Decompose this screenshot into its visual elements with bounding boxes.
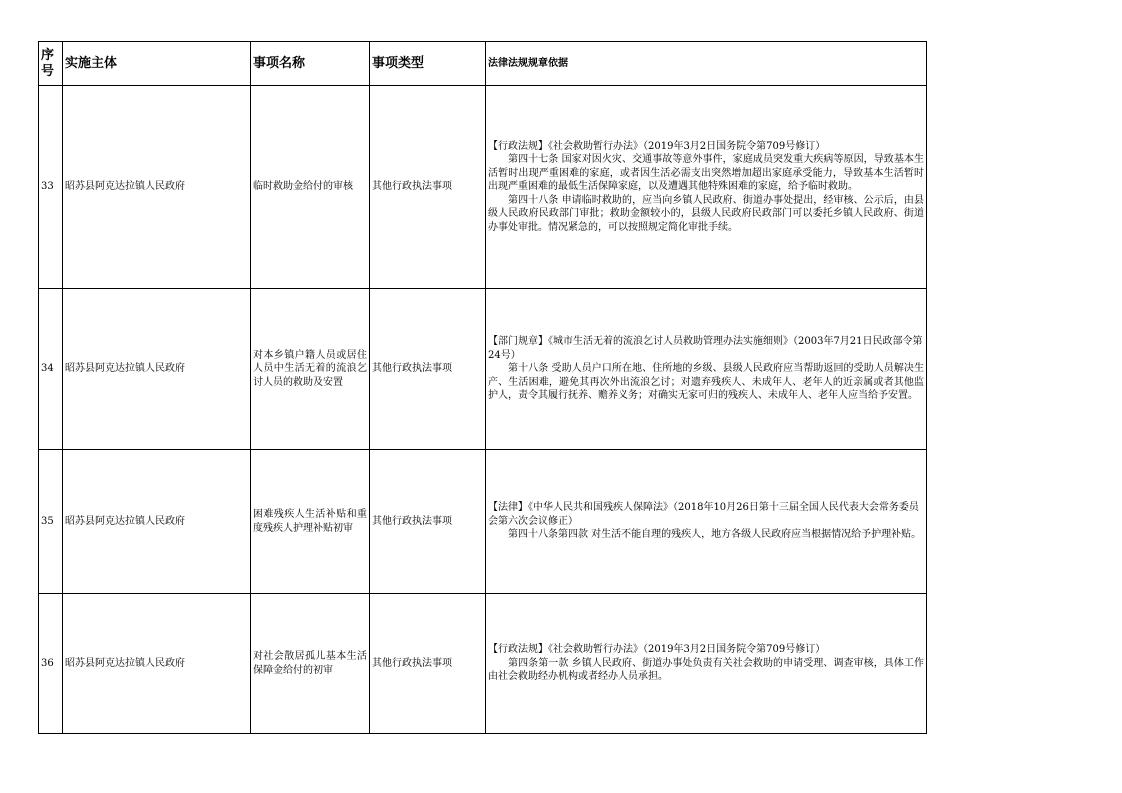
basis-source: 【行政法规】《社会救助暂行办法》（2019年3月2日国务院令第709号修订）: [488, 644, 826, 656]
table-row: [39, 86, 927, 289]
cell-item-type: 其他行政执法事项: [370, 86, 486, 289]
cell-legal-basis: [486, 86, 927, 289]
table-row: [39, 450, 927, 594]
table-row: [39, 594, 927, 734]
basis-article: 第四条第一款 乡镇人民政府、街道办事处负责有关社会救助的申请受理、调查审核，具体工作由社会救助经办机构或者经办人员承担。: [488, 657, 924, 683]
basis-source: 【部门规章】《城市生活无着的流浪乞讨人员救助管理办法实施细则》（2003年7月21日民政部令第24号）: [488, 336, 923, 361]
cell-subject: 昭苏县阿克达拉镇人民政府: [63, 450, 251, 594]
cell-subject: 昭苏县阿克达拉镇人民政府: [63, 86, 251, 289]
cell-item-type: 其他行政执法事项: [370, 450, 486, 594]
header-seq: 序号: [39, 42, 63, 86]
cell-seq: 35: [39, 450, 63, 594]
basis-source: 【法律】《中华人民共和国残疾人保障法》（2018年10月26日第十三届全国人民代表大会常务委员会第六次会议修正）: [488, 502, 919, 527]
cell-legal-basis: [486, 450, 927, 594]
cell-subject: 昭苏县阿克达拉镇人民政府: [63, 289, 251, 450]
basis-article: 第四十七条 国家对因火灾、交通事故等意外事件，家庭成员突发重大疾病等原因，导致基本生活暂时出现严重困难的家庭，或者因生活必需支出突然增加超出家庭承受能力，导致基本生活暂时出现严重困难的最低生活保障家庭，以及遭遇其他特殊困难的家庭，给予临时救助。: [488, 154, 924, 193]
header-legal-basis: 法律法规规章依据: [486, 42, 927, 86]
cell-seq: 36: [39, 594, 63, 734]
cell-seq: 34: [39, 289, 63, 450]
cell-seq: 33: [39, 86, 63, 289]
basis-article: 第四十八条 申请临时救助的，应当向乡镇人民政府、街道办事处提出，经审核、公示后，由县级人民政府民政部门审批；救助金额较小的，县级人民政府民政部门可以委托乡镇人民政府、街道办事处审批。情况紧急的，可以按照规定简化审批手续。: [488, 194, 924, 233]
cell-item-name: 对社会散居孤儿基本生活保障金给付的初审: [251, 594, 370, 734]
header-item-name: 事项名称: [251, 42, 370, 86]
cell-legal-basis: [486, 289, 927, 450]
cell-item-name: 临时救助金给付的审核: [251, 86, 370, 289]
header-item-type: 事项类型: [370, 42, 486, 86]
enforcement-items-table: [38, 41, 927, 734]
table-row: [39, 289, 927, 450]
cell-item-type: 其他行政执法事项: [370, 594, 486, 734]
cell-item-type: 其他行政执法事项: [370, 289, 486, 450]
basis-article: 第四十八条第四款 对生活不能自理的残疾人，地方各级人民政府应当根据情况给予护理补贴。: [508, 529, 922, 541]
basis-article: 第十八条 受助人员户口所在地、住所地的乡级、县级人民政府应当帮助返回的受助人员解决生产、生活困难，避免其再次外出流浪乞讨；对遗弃残疾人、未成年人、老年人的近亲属或者其他监护人，责令其履行抚养、赡养义务；对确实无家可归的残疾人、未成年人、老年人应当给予安置。: [488, 363, 924, 402]
header-subject: 实施主体: [63, 42, 251, 86]
cell-legal-basis: [486, 594, 927, 734]
cell-item-name: 困难残疾人生活补贴和重度残疾人护理补贴初审: [251, 450, 370, 594]
cell-item-name: 对本乡镇户籍人员或居住人员中生活无着的流浪乞讨人员的救助及安置: [251, 289, 370, 450]
cell-subject: 昭苏县阿克达拉镇人民政府: [63, 594, 251, 734]
basis-source: 【行政法规】《社会救助暂行办法》（2019年3月2日国务院令第709号修订）: [488, 140, 826, 152]
header-row: [39, 42, 927, 86]
